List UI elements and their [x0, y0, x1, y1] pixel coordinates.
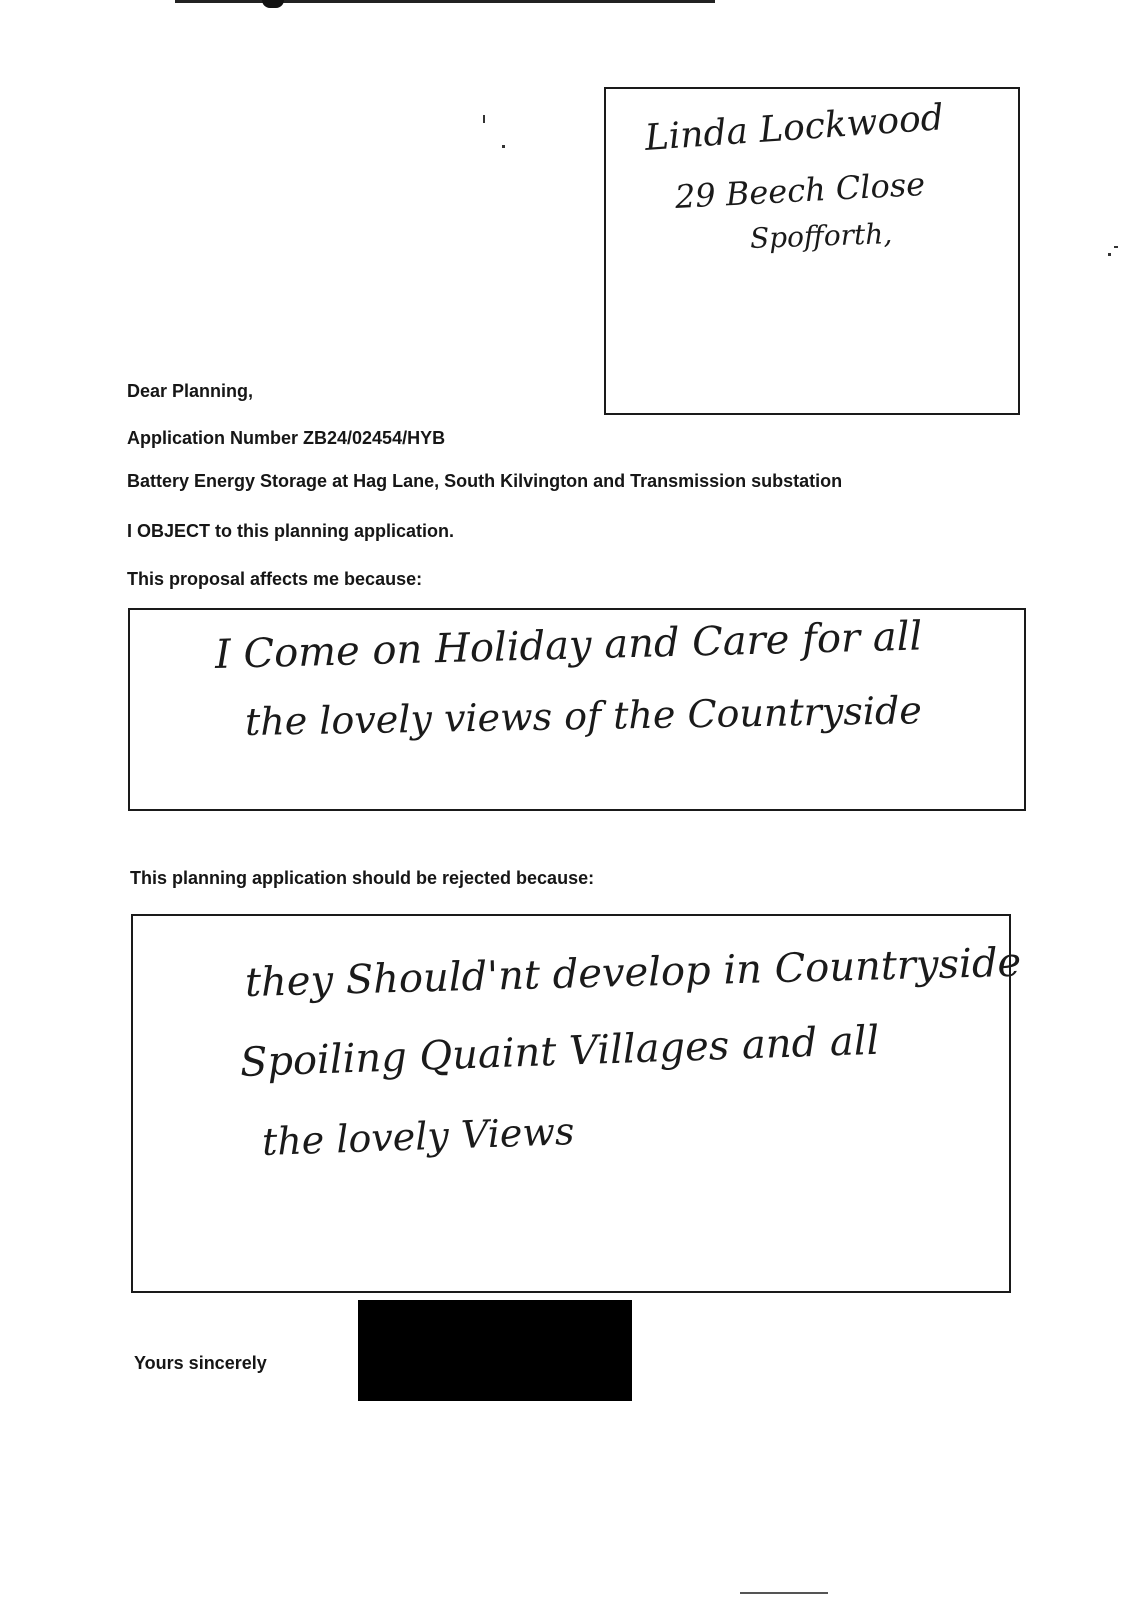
address-line2: Spofforth,	[749, 217, 893, 255]
affects-heading: This proposal affects me because:	[127, 569, 423, 589]
application-subject: Battery Energy Storage at Hag Lane, South Kilvington and Transmission substation	[127, 471, 843, 491]
reject-line-3: the lovely Views	[261, 1109, 576, 1164]
scan-artifact-blob	[262, 0, 284, 8]
scan-speck	[483, 115, 485, 123]
redacted-signature	[358, 1300, 632, 1401]
greeting: Dear Planning,	[127, 381, 254, 401]
reject-line-2: Spoiling Quaint Villages and all	[239, 1017, 881, 1086]
address-name: Linda Lockwood	[643, 97, 946, 159]
scan-speck	[1108, 253, 1111, 256]
reject-line-1: they Should'nt develop in Countryside	[244, 939, 1022, 1006]
scan-artifact-bottom-line	[740, 1592, 828, 1594]
scan-speck	[502, 145, 505, 148]
scan-artifact-top-line	[175, 0, 715, 3]
affects-line-1: I Come on Holiday and Care for all	[214, 613, 923, 678]
scan-speck	[1114, 246, 1118, 248]
objection-statement: I OBJECT to this planning application.	[127, 521, 455, 541]
application-number: Application Number ZB24/02454/HYB	[127, 428, 446, 448]
affects-line-2: the lovely views of the Countryside	[244, 688, 923, 744]
closing: Yours sincerely	[134, 1353, 267, 1373]
address-line1: 29 Beech Close	[674, 164, 926, 216]
reject-heading: This planning application should be rejected because:	[130, 868, 595, 888]
